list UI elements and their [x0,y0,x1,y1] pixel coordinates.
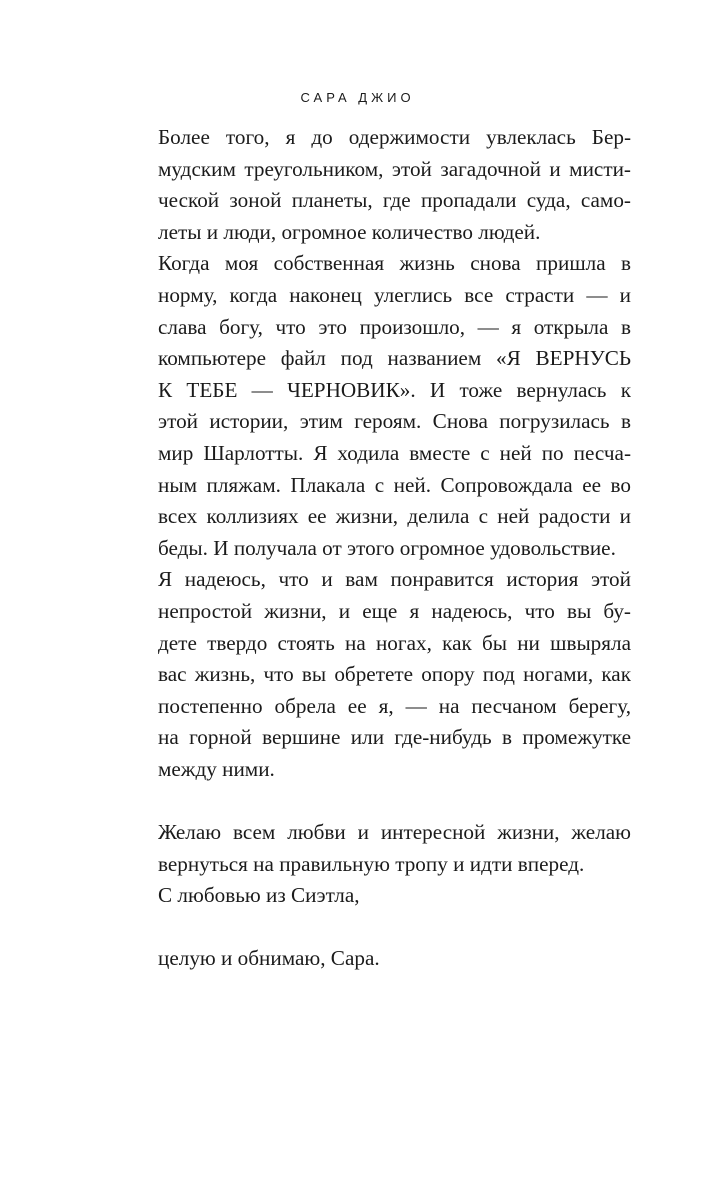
running-head-author: САРА ДЖИО [300,90,415,105]
text-line: вас жизнь, что вы обретете опору под ногами, как [158,662,631,687]
text-line: Когда моя собственная жизнь снова пришла в [158,251,631,276]
text-line: постепенно обрела ее я, — на песчаном берегу, [158,693,631,718]
text-line: между ними. [158,756,275,781]
paragraph [158,564,631,785]
text-line: компьютере файл под названием «Я ВЕРНУСЬ [158,346,631,371]
text-line: ческой зоной планеты, где пропадали суда, само- [158,188,631,213]
text-line: леты и люди, огромное количество людей. [158,219,541,244]
text-line: беды. И получала от этого огромное удовольствие. [158,535,616,560]
paragraph [158,122,631,248]
text-line: К ТЕБЕ — ЧЕРНОВИК». И тоже вернулась к [158,377,631,402]
signature: целую и обнимаю, Сара. [158,946,380,971]
paragraph-gap [158,912,631,944]
text-line: всех коллизиях ее жизни, делила с ней радости и [158,504,631,529]
text-line: слава богу, что это произошло, — я открыла в [158,314,631,339]
paragraph [158,248,631,564]
text-line: на горной вершине или где-нибудь в промежутке [158,725,631,750]
text-line: мудским треугольником, этой загадочной и мисти- [158,156,631,181]
text-line: Желаю всем любви и интересной жизни, желаю [158,820,631,845]
text-line: ным пляжам. Плакала с ней. Сопровождала ее во [158,472,631,497]
text-line: непростой жизни, и еще я надеюсь, что вы бу- [158,598,631,623]
text-line: Я надеюсь, что и вам понравится история этой [158,567,631,592]
text-line: дете твердо стоять на ногах, как бы ни швыряла [158,630,631,655]
body-text [158,122,631,975]
closing-paragraph [158,817,631,912]
paragraph-gap [158,785,631,817]
text-line: этой истории, этим героям. Снова погрузилась в [158,409,631,434]
text-line: вернуться на правильную тропу и идти вперед. [158,851,585,876]
text-line: Более того, я до одержимости увлеклась Бер- [158,125,631,149]
text-line: мир Шарлотты. Я ходила вместе с ней по песча- [158,440,631,465]
salutation: С любовью из Сиэтла, [158,883,360,908]
text-line: норму, когда наконец улеглись все страсти — и [158,282,631,307]
